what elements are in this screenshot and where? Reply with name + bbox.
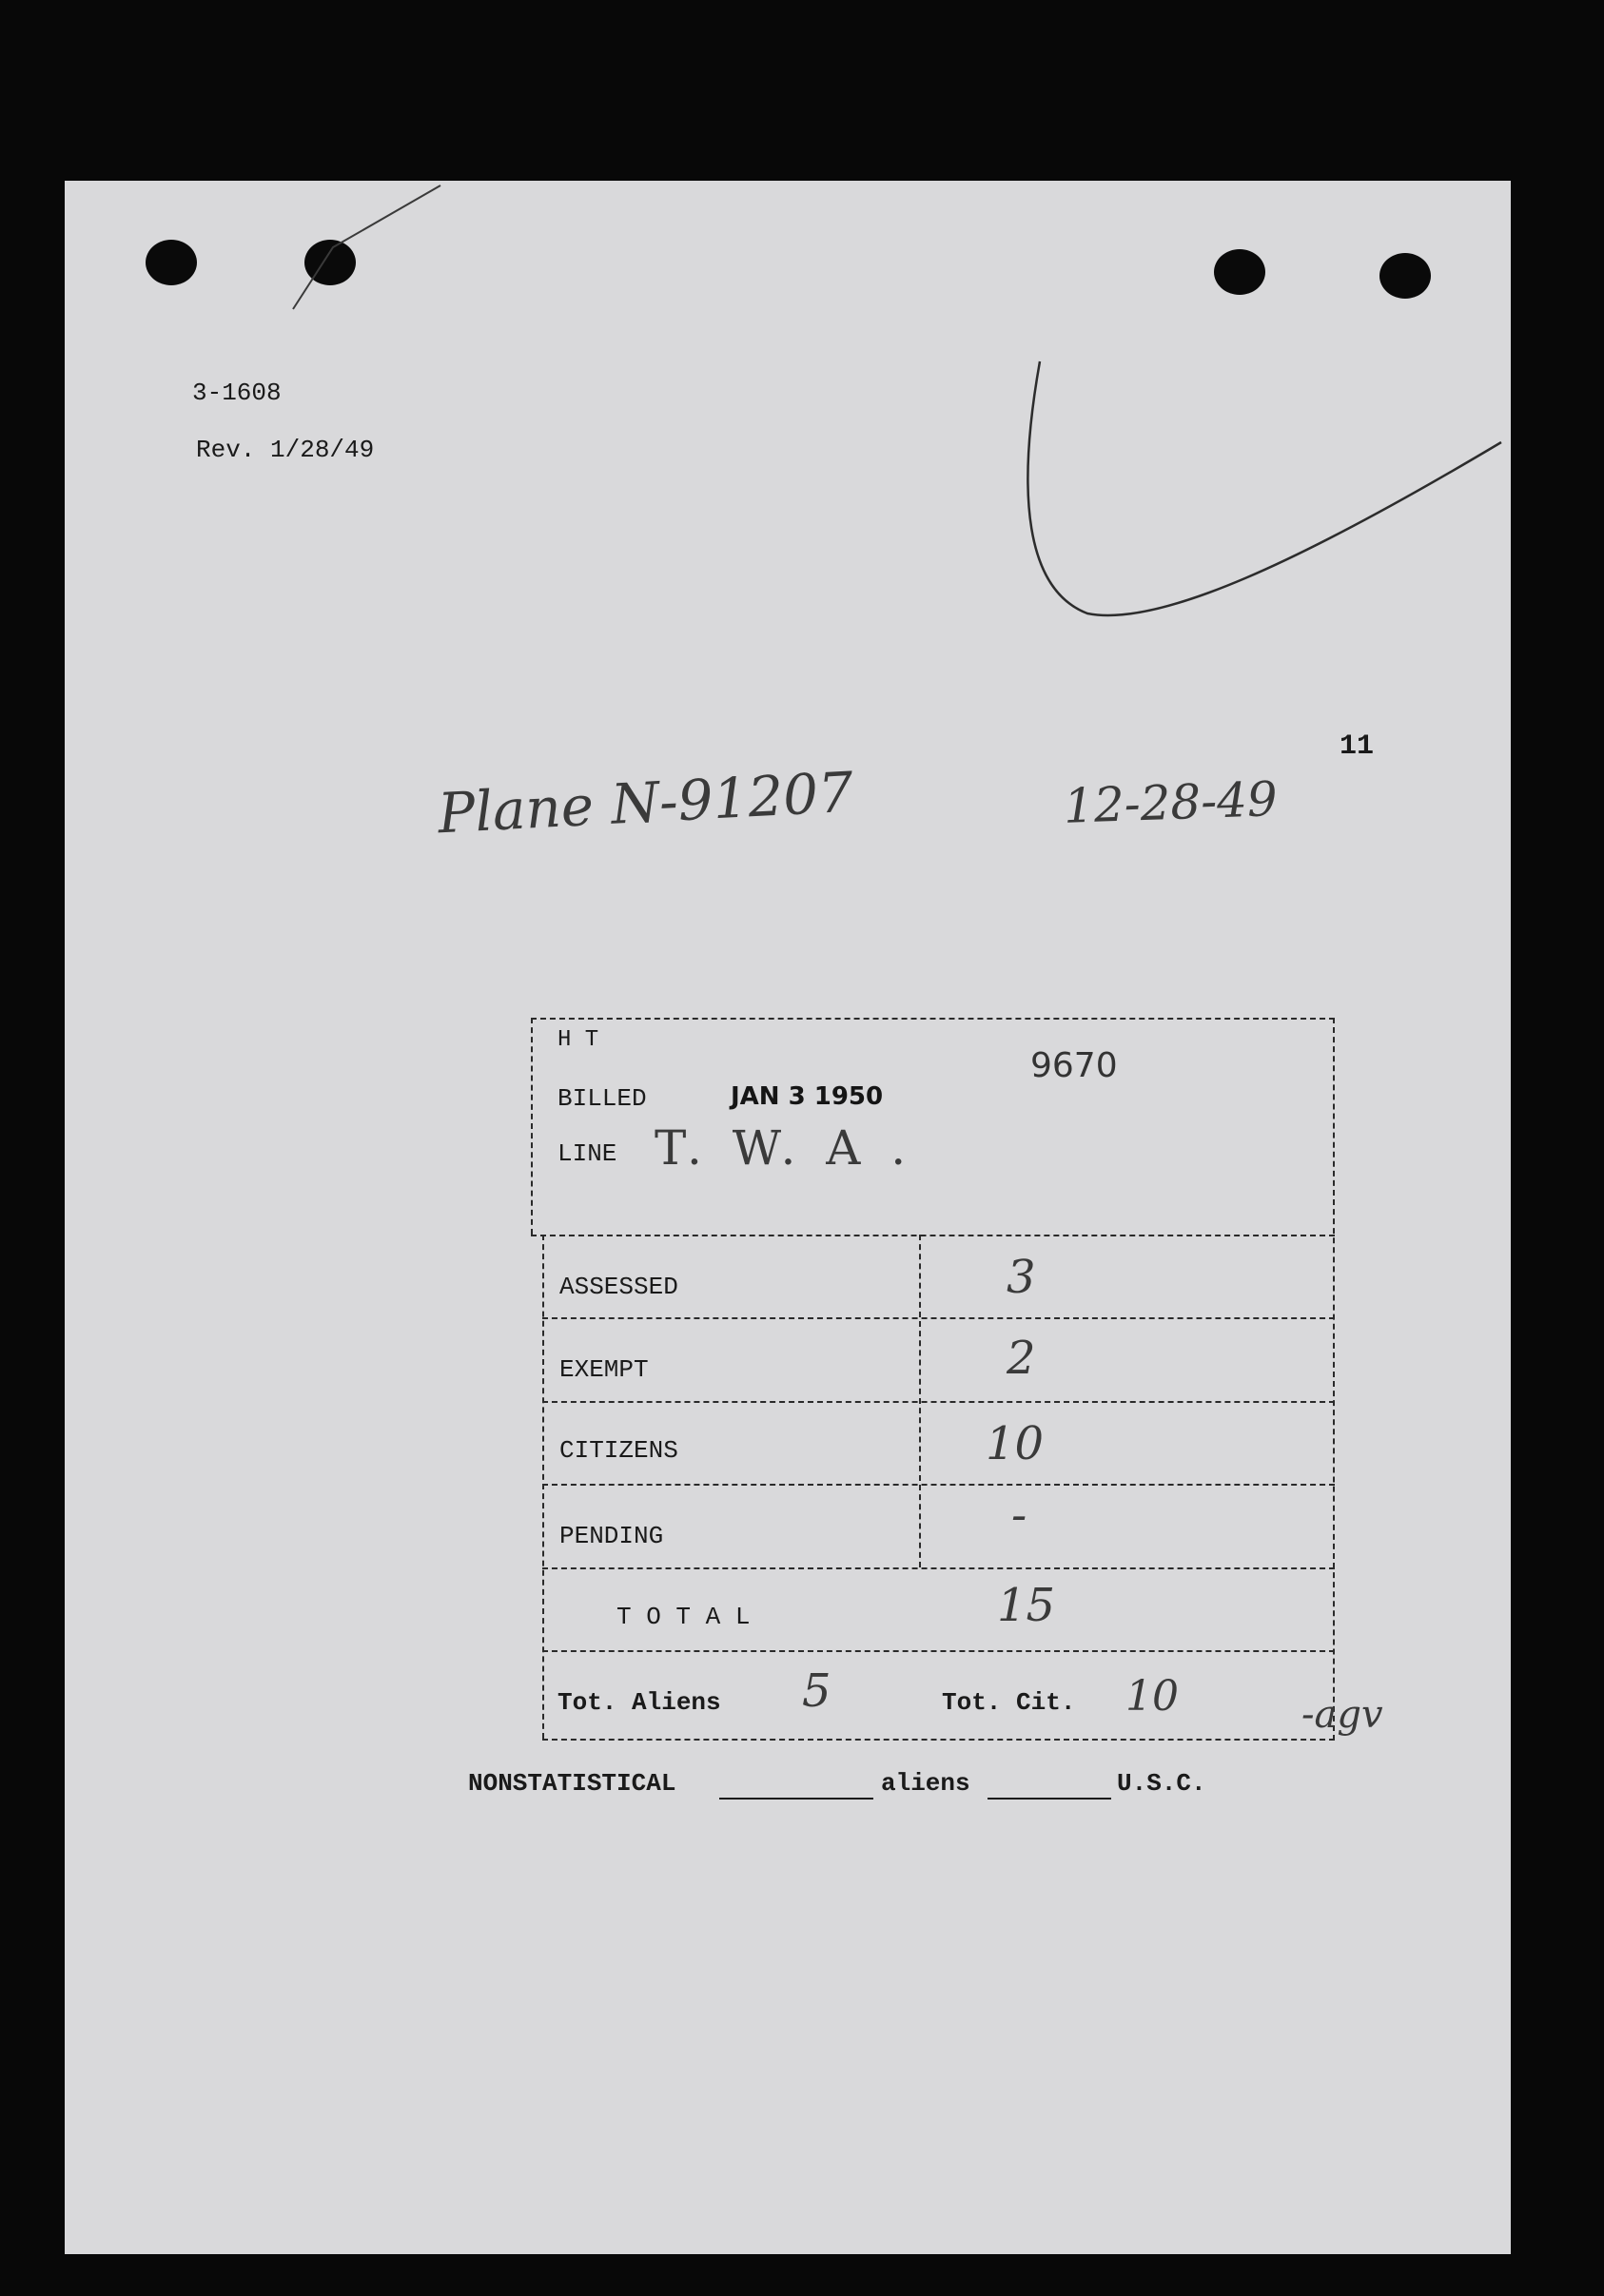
total-citizens-label: Tot. Cit. <box>942 1688 1076 1717</box>
plane-number-handwritten: Plane N-91207 <box>436 759 855 846</box>
row-label-assessed: ASSESSED <box>559 1273 678 1301</box>
row-label-exempt: EXEMPT <box>559 1355 649 1384</box>
row-value-citizens: 10 <box>986 1417 1045 1470</box>
total-aliens-value: 5 <box>802 1664 831 1718</box>
row-label-pending: PENDING <box>559 1522 664 1550</box>
row-label-citizens: CITIZENS <box>559 1436 678 1465</box>
form-revision: Rev. 1/28/49 <box>196 436 375 464</box>
document-page <box>65 181 1511 2254</box>
manifest-form <box>531 1018 1335 1741</box>
total-label: T O T A L <box>616 1603 751 1631</box>
billed-label: BILLED <box>557 1084 647 1113</box>
total-value: 15 <box>997 1579 1056 1632</box>
billed-date-stamp: JAN 3 1950 <box>731 1082 884 1111</box>
code-label: H T <box>557 1027 599 1053</box>
total-aliens-label: Tot. Aliens <box>557 1688 721 1717</box>
nonstatistical-label: NONSTATISTICAL <box>468 1769 676 1798</box>
total-citizens-value: 10 <box>1125 1672 1179 1721</box>
form-number: 3-1608 <box>192 379 282 407</box>
initials-handwritten: -agv <box>1301 1693 1383 1737</box>
usc-label: U.S.C. <box>1117 1769 1206 1798</box>
line-label: LINE <box>557 1139 617 1168</box>
line-value-handwritten: T. W. A . <box>655 1120 914 1176</box>
row-value-assessed: 3 <box>1007 1251 1036 1304</box>
row-value-exempt: 2 <box>1007 1332 1036 1385</box>
page-number: 11 <box>1340 730 1375 763</box>
stamped-number: 9670 <box>1030 1046 1118 1085</box>
row-value-pending: - <box>1011 1489 1027 1542</box>
date-handwritten: 12-28-49 <box>1063 771 1279 834</box>
aliens-label: aliens <box>881 1769 970 1798</box>
